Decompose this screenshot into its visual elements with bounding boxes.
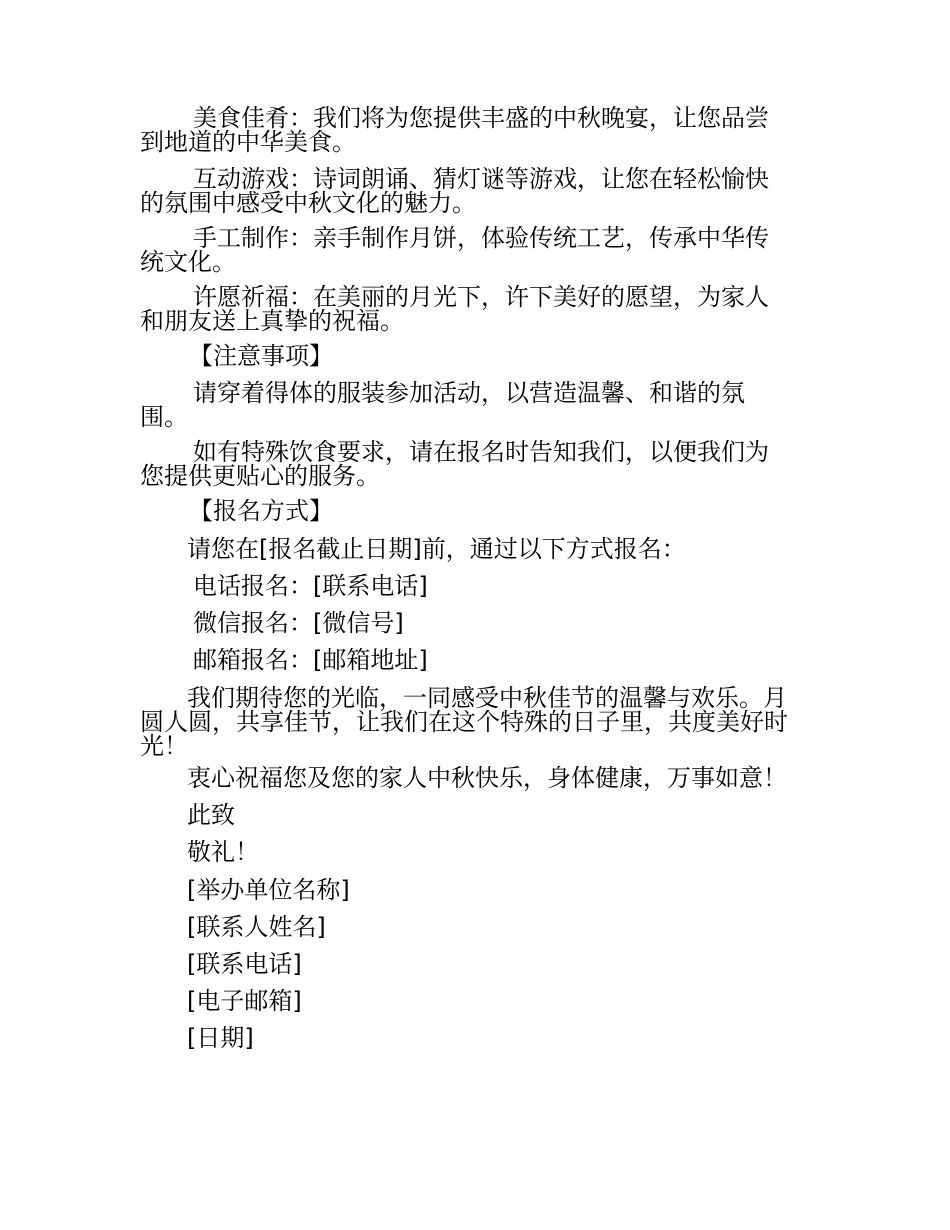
closing-line2: 圆人圆，共享佳节，让我们在这个特殊的日子里，共度美好时	[140, 708, 788, 736]
closing-line3: 光！	[140, 732, 188, 760]
salutation-2: 敬礼！	[187, 838, 259, 866]
activity-handcraft-line1: 手工制作：亲手制作月饼，体验传统工艺，传承中华传	[193, 224, 769, 252]
signature-email: [电子邮箱]	[187, 987, 302, 1015]
activity-wishes	[140, 285, 800, 333]
signature-organizer: [举办单位名称]	[187, 876, 350, 904]
activity-food-line1: 美食佳肴：我们将为您提供丰盛的中秋晚宴，让您品尝	[193, 104, 769, 132]
note-dress-code-line1: 请穿着得体的服装参加活动，以营造温馨、和谐的氛	[193, 379, 745, 407]
activity-wishes-line1: 许愿祈福：在美丽的月光下，许下美好的愿望，为家人	[193, 283, 769, 311]
activity-wishes-line2: 和朋友送上真挚的祝福。	[140, 307, 404, 335]
note-diet-line2: 您提供更贴心的服务。	[140, 462, 380, 490]
activity-food	[140, 106, 800, 154]
registration-wechat: 微信报名：[微信号]	[193, 609, 404, 637]
note-diet-line1: 如有特殊饮食要求，请在报名时告知我们，以便我们为	[193, 438, 769, 466]
salutation-1: 此致	[187, 801, 235, 829]
activity-food-line2: 到地道的中华美食。	[140, 128, 356, 156]
note-dress-code	[140, 381, 800, 429]
closing-wish: 衷心祝福您及您的家人中秋快乐，身体健康，万事如意！	[187, 764, 787, 792]
activity-games	[140, 167, 800, 215]
registration-intro: 请您在[报名截止日期]前，通过以下方式报名：	[187, 535, 686, 563]
registration-phone: 电话报名：[联系电话]	[193, 572, 428, 600]
registration-heading: 【报名方式】	[189, 497, 333, 525]
signature-date: [日期]	[187, 1024, 254, 1052]
activity-handcraft	[140, 226, 800, 274]
registration-email: 邮箱报名：[邮箱地址]	[193, 646, 428, 674]
activity-handcraft-line2: 统文化。	[140, 248, 236, 276]
closing-line1: 我们期待您的光临，一同感受中秋佳节的温馨与欢乐。月	[187, 684, 787, 712]
signature-contact-name: [联系人姓名]	[187, 913, 326, 941]
activity-games-line2: 的氛围中感受中秋文化的魅力。	[140, 189, 476, 217]
note-diet	[140, 440, 800, 488]
note-dress-code-line2: 围。	[140, 403, 188, 431]
signature-phone: [联系电话]	[187, 950, 302, 978]
closing-paragraph	[140, 686, 820, 758]
activity-games-line1: 互动游戏：诗词朗诵、猜灯谜等游戏，让您在轻松愉快	[193, 165, 769, 193]
notes-heading: 【注意事项】	[189, 342, 333, 370]
